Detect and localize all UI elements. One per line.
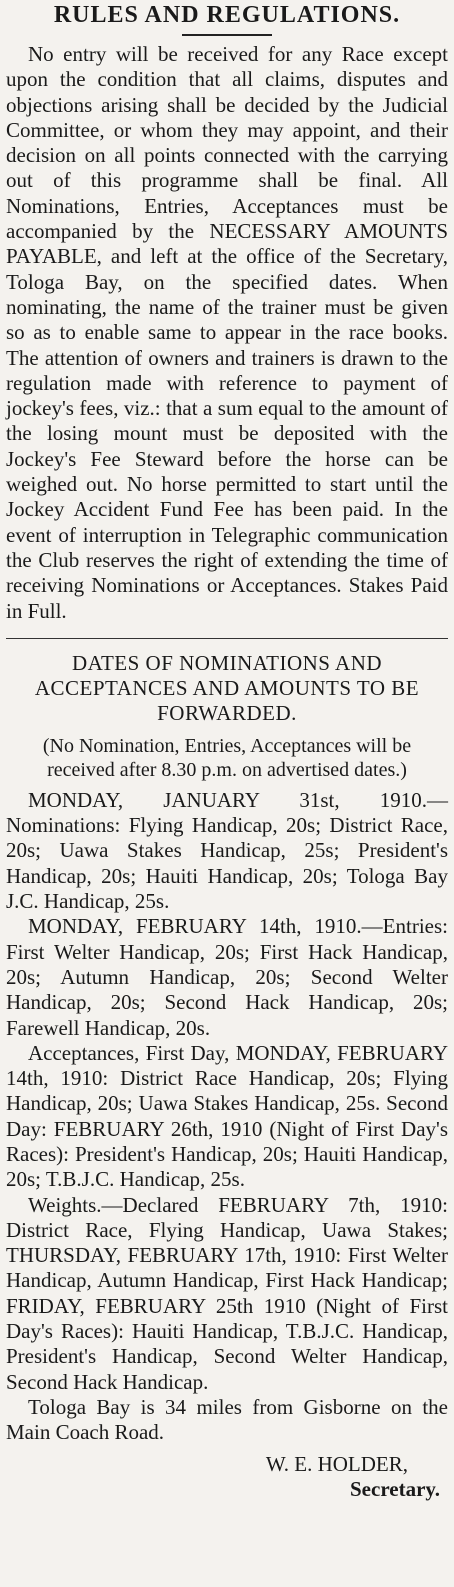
location-paragraph: Tologa Bay is 34 miles from Gisborne on the Main Coach Road.	[6, 1394, 448, 1445]
nominations-paragraph: MONDAY, JANUARY 31st, 1910.—Nominations: Flying Handicap, 20s; District Race, 20s; Uawa Stakes Handicap, 25s; President's Handicap, 20s; Hauiti Handicap, 20s; Tologa Bay J.C. Handicap, 25s.	[6, 787, 448, 914]
section-divider	[6, 638, 448, 639]
signature-name: W. E. HOLDER,	[265, 1451, 408, 1476]
signature-title: Secretary.	[350, 1476, 440, 1501]
dates-note: (No Nomination, Entries, Acceptances will be received after 8.30 p.m. on advertised dates.)	[42, 734, 412, 781]
entries-paragraph: MONDAY, FEBRUARY 14th, 1910.—Entries: First Welter Handicap, 20s; First Hack Handicap, 20s; Autumn Handicap, 20s; Second Welter Handicap, 20s; Second Hack Handicap, 20s; Farewell Handicap, 20s.	[6, 914, 448, 1040]
weights-paragraph: Weights.—Declared FEBRUARY 7th, 1910: District Race, Flying Handicap, Uawa Stakes; THURSDAY, FEBRUARY 17th, 1910: First Welter Handicap, Autumn Handicap, First Hack Handicap; FRIDAY, FEBRUARY 25th 1910 (Night of First Day's Races): Hauiti Handicap, T.B.J.C. Handicap, President's Handicap, Second Welter Handicap, Second Hack Handicap.	[6, 1192, 448, 1394]
title-rule	[182, 34, 272, 36]
page-title: RULES AND REGULATIONS.	[53, 2, 401, 28]
dates-heading: DATES OF NOMINATIONS AND ACCEPTANCES AND AMOUNTS TO BE FORWARDED.	[34, 650, 420, 725]
rules-paragraph: No entry will be received for any Race except upon the condition that all claims, disputes and objections arising shall be decided by the Judicial Committee, or whom they may appoint, and their decision on all points connected with the carrying out of this programme shall be final. All Nominations, Entries, Acceptances must be accompanied by the NECESSARY AMOUNTS PAYABLE, and left at the office of the Secretary, Tologa Bay, on the specified dates. When nominating, the name of the trainer must be given so as to enable same to appear in the race books. The attention of owners and trainers is drawn to the regulation made with reference to payment of jockey's fees, viz.: that a sum equal to the amount of the losing mount must be deposited with the Jockey's Fee Steward before the horse can be weighed out. No horse permitted to start until the Jockey Accident Fund Fee has been paid. In the event of interruption in Telegraphic communication the Club reserves the right of extending the time of receiving Nominations or Acceptances. Stakes Paid in Full.	[6, 42, 448, 623]
acceptances-paragraph: Acceptances, First Day, MONDAY, FEBRUARY 14th, 1910: District Race Handicap, 20s; Flying Handicap, 20s; Uawa Stakes Handicap, 25s. Second Day: FEBRUARY 26th, 1910 (Night of First Day's Races): President's Handicap, 20s; Hauiti Handicap, 20s; T.B.J.C. Handicap, 25s.	[6, 1040, 448, 1192]
